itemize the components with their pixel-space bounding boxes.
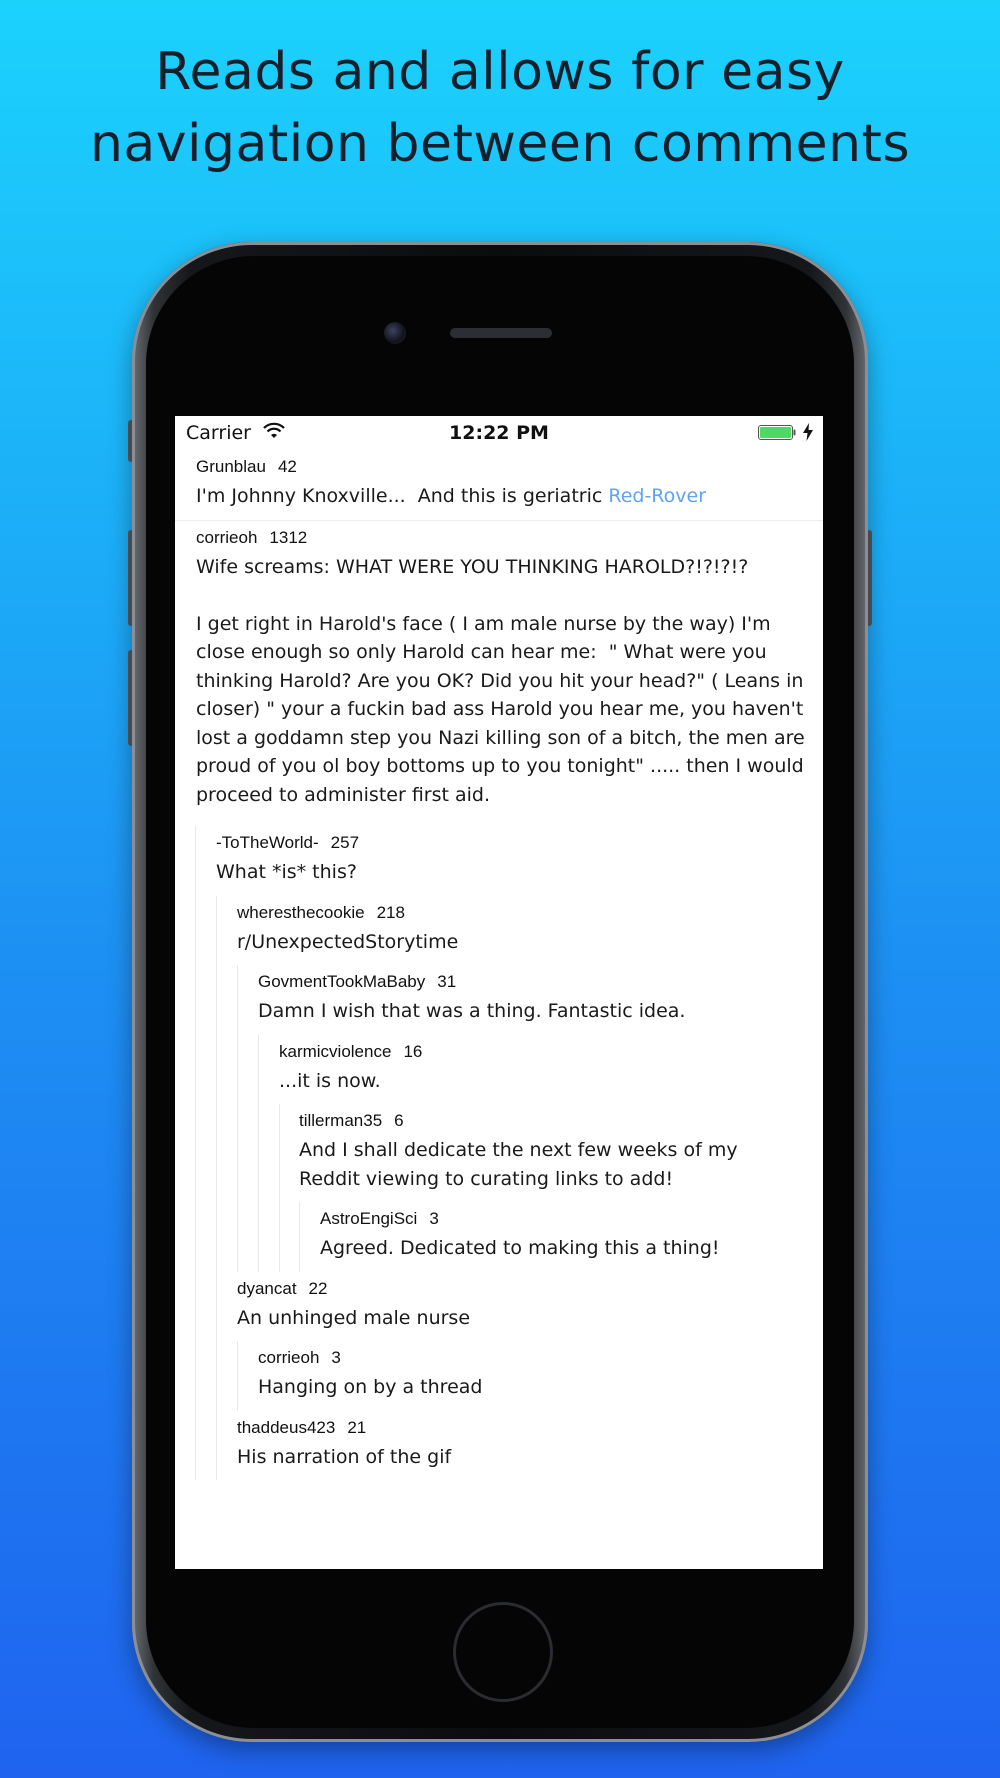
comment-score: 1312 bbox=[269, 527, 308, 547]
thread-rail bbox=[216, 1104, 217, 1202]
thread-rail bbox=[216, 965, 217, 1035]
comment-score: 22 bbox=[308, 1278, 328, 1298]
thread-rail bbox=[237, 1341, 238, 1411]
comment[interactable] bbox=[175, 1202, 823, 1272]
comment-body: Damn I wish that was a thing. Fantastic idea. bbox=[258, 1000, 686, 1022]
comment-author[interactable]: tillerman35 bbox=[299, 1111, 383, 1130]
status-time: 12:22 PM bbox=[449, 422, 549, 444]
comment-body: An unhinged male nurse bbox=[237, 1306, 471, 1329]
thread-rail bbox=[237, 1104, 238, 1202]
thread-rail bbox=[195, 1341, 196, 1411]
comment[interactable] bbox=[175, 826, 823, 896]
comment-meta bbox=[237, 1417, 823, 1439]
comment-body: And I shall dedicate the next few weeks of my Reddit viewing to curating links to add! bbox=[299, 1139, 744, 1190]
comment-author[interactable]: AstroEngiSci bbox=[320, 1209, 418, 1228]
thread-rail bbox=[195, 826, 196, 896]
comment-meta bbox=[216, 832, 823, 854]
comment-meta bbox=[196, 527, 823, 549]
comment-body: What *is* this? bbox=[216, 861, 357, 883]
comment-score: 42 bbox=[277, 457, 297, 476]
thread-rail bbox=[216, 1202, 217, 1272]
comment-score: 31 bbox=[437, 972, 457, 991]
comment-meta bbox=[258, 1347, 823, 1369]
home-button[interactable] bbox=[453, 1602, 553, 1702]
comment-body: Agreed. Dedicated to making this a thing! bbox=[320, 1237, 720, 1259]
comment[interactable] bbox=[175, 965, 823, 1035]
headline-line-1: Reads and allows for easy bbox=[155, 42, 845, 102]
comment-meta bbox=[237, 902, 823, 924]
comment-author[interactable]: -ToTheWorld- bbox=[216, 833, 319, 852]
comment-body: Wife screams: WHAT WERE YOU THINKING HAROLD?!?!?!? I get right in Harold's face ( I am male nurse by the way) I'm close enough so only Harold can hear me: " What were you thinking Harold? Are you OK? Did you hit your head?" ( Leans in closer) " your a fuckin bad ass Harold you hear me, you haven't lost a goddamn step you Nazi killing son of a bitch, the men are proud of you ol boy bottoms up to you tonight" ..... then I would proceed to administer first aid. bbox=[196, 555, 805, 806]
speaker-grille bbox=[450, 328, 552, 338]
phone-screen bbox=[175, 416, 823, 1569]
comment-meta bbox=[237, 1278, 823, 1300]
comment-author[interactable]: GovmentTookMaBaby bbox=[258, 972, 426, 991]
comment-author[interactable]: wheresthecookie bbox=[237, 902, 365, 922]
comment-author[interactable]: corrieoh bbox=[196, 527, 258, 547]
thread-rail bbox=[195, 1272, 196, 1342]
comment-score: 257 bbox=[330, 833, 360, 852]
charging-bolt-icon bbox=[803, 423, 813, 441]
camera-icon bbox=[384, 322, 406, 344]
thread-rail bbox=[258, 1035, 259, 1105]
thread-rail bbox=[195, 1202, 196, 1272]
thread-rail bbox=[216, 1341, 217, 1411]
comment-list[interactable] bbox=[175, 450, 823, 1480]
thread-rail bbox=[258, 1104, 259, 1202]
thread-rail bbox=[237, 1035, 238, 1105]
thread-rail bbox=[237, 1202, 238, 1272]
comment-body: His narration of the gif bbox=[237, 1445, 452, 1468]
comment-text: I'm Johnny Knoxville... And this is geriatric bbox=[196, 485, 609, 507]
comment-body bbox=[196, 482, 823, 511]
comment-meta bbox=[279, 1041, 823, 1063]
battery-icon bbox=[758, 425, 796, 440]
comment-link[interactable]: Red-Rover bbox=[608, 485, 707, 507]
thread-rail bbox=[237, 965, 238, 1035]
comment[interactable] bbox=[175, 896, 823, 966]
thread-rail bbox=[216, 1272, 217, 1342]
status-bar bbox=[175, 416, 823, 450]
thread-rail bbox=[216, 896, 217, 966]
headline-line-2: navigation between comments bbox=[89, 114, 911, 174]
comment-body: ...it is now. bbox=[279, 1069, 381, 1092]
comment[interactable] bbox=[175, 1104, 823, 1202]
thread-rail bbox=[216, 1035, 217, 1105]
headline bbox=[0, 36, 1000, 180]
comment-author[interactable]: corrieoh bbox=[258, 1348, 320, 1367]
comment-score: 218 bbox=[376, 902, 405, 922]
comment-meta bbox=[320, 1208, 823, 1230]
comment[interactable] bbox=[175, 520, 823, 819]
comment[interactable] bbox=[175, 1411, 823, 1481]
comment-author[interactable]: karmicviolence bbox=[279, 1041, 392, 1061]
comment-meta bbox=[258, 971, 823, 993]
comment-score: 6 bbox=[394, 1111, 404, 1130]
thread-rail bbox=[216, 1411, 217, 1481]
thread-rail bbox=[195, 1411, 196, 1481]
thread-rail bbox=[299, 1202, 300, 1272]
comment-body: r/UnexpectedStorytime bbox=[237, 930, 459, 953]
thread-rail bbox=[195, 896, 196, 966]
comment-author[interactable]: dyancat bbox=[237, 1278, 297, 1298]
comment-author[interactable]: thaddeus423 bbox=[237, 1417, 336, 1437]
thread-rail bbox=[195, 965, 196, 1035]
carrier-label: Carrier bbox=[186, 422, 251, 444]
comment-author[interactable]: Grunblau bbox=[196, 457, 266, 476]
comment-score: 3 bbox=[331, 1348, 341, 1367]
comment-meta bbox=[196, 456, 823, 478]
comment-score: 3 bbox=[429, 1209, 439, 1228]
comment-score: 16 bbox=[403, 1041, 423, 1061]
thread-rail bbox=[279, 1104, 280, 1202]
comment-body: Hanging on by a thread bbox=[258, 1376, 483, 1398]
thread-rail bbox=[279, 1202, 280, 1272]
comment[interactable] bbox=[175, 1341, 823, 1411]
comment-score: 21 bbox=[347, 1417, 367, 1437]
thread-rail bbox=[195, 1104, 196, 1202]
comment[interactable] bbox=[175, 450, 823, 520]
thread-rail bbox=[258, 1202, 259, 1272]
comment[interactable] bbox=[175, 1035, 823, 1105]
thread-rail bbox=[195, 1035, 196, 1105]
comment-meta bbox=[299, 1110, 823, 1132]
comment[interactable] bbox=[175, 1272, 823, 1342]
